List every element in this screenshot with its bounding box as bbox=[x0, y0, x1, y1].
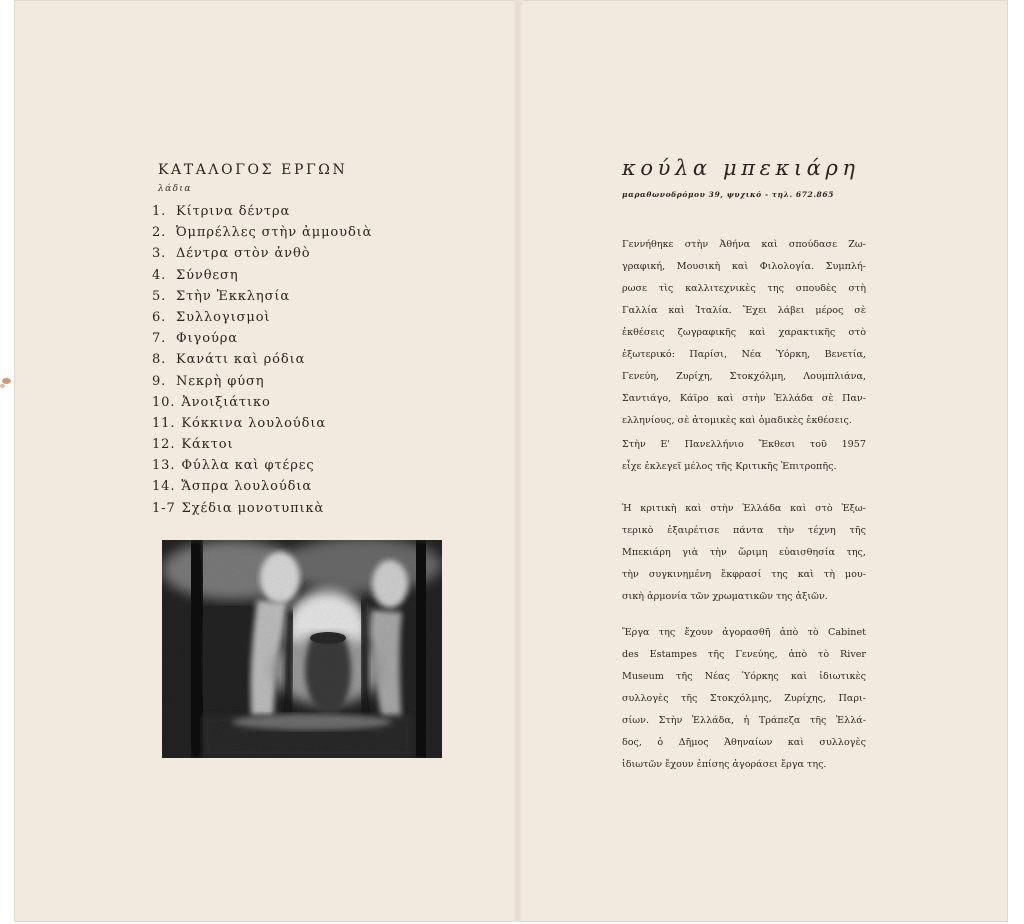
work-item bbox=[152, 434, 372, 455]
bio-line: εἶχε ἐκλεγεῖ μέλος τῆς Κριτικῆς Ἐπιτροπῆς. bbox=[622, 461, 837, 472]
center-fold bbox=[514, 0, 522, 922]
work-number: 8. bbox=[152, 352, 167, 368]
work-item bbox=[152, 243, 372, 264]
bio-line: ἰδιωτῶν ἔχουν ἐπίσης ἀγοράσει ἔργα της. bbox=[622, 759, 827, 770]
work-item bbox=[152, 265, 372, 286]
work-item bbox=[152, 455, 372, 476]
catalog-subtitle: λάδια bbox=[158, 184, 192, 194]
work-number: 6. bbox=[152, 309, 167, 325]
work-item bbox=[152, 307, 372, 328]
work-title: Δέντρα στὸν ἀνθὸ bbox=[176, 246, 311, 262]
work-item bbox=[152, 413, 372, 434]
bio-paragraph bbox=[622, 498, 866, 608]
work-number: 3. bbox=[152, 246, 167, 262]
bio-line: σίων. Στὴν Ἑλλάδα, ἡ Τράπεζα τῆς Ἑλλά- bbox=[622, 715, 866, 726]
work-title: Κανάτι καὶ ρόδια bbox=[176, 352, 306, 368]
work-number: 14. bbox=[152, 479, 176, 495]
work-number: 12. bbox=[152, 437, 176, 453]
work-number: 4. bbox=[152, 267, 167, 283]
work-item bbox=[152, 371, 372, 392]
paper-stain-small bbox=[0, 384, 5, 388]
work-number: 1-7 bbox=[152, 500, 176, 516]
work-title: Ἀνοιξιάτικο bbox=[181, 394, 271, 410]
work-title: Σχέδια μονοτυπικὰ bbox=[181, 500, 325, 516]
bio-line: Σαντιάγο, Κάϊρο καὶ στὴν Ἑλλάδα σὲ Παν- bbox=[622, 393, 866, 404]
bio-line: Γενεύη, Ζυρίχη, Στοκχόλμη, Λουμπλιάνα, bbox=[622, 371, 866, 382]
work-title: Κίτρινα δέντρα bbox=[176, 204, 291, 219]
work-item bbox=[152, 328, 372, 349]
work-title: Στὴν Ἐκκλησία bbox=[176, 288, 291, 304]
work-number: 9. bbox=[152, 373, 167, 389]
work-title: Κάκτοι bbox=[181, 437, 234, 453]
work-title: Συλλογισμοὶ bbox=[176, 309, 271, 325]
bio-line: δος, ὁ Δῆμος Ἀθηναίων καὶ συλλογὲς bbox=[622, 737, 866, 748]
work-title: Νεκρὴ φύση bbox=[176, 373, 265, 389]
work-title: Φύλλα καὶ φτέρες bbox=[181, 458, 315, 474]
work-title: Κόκκινα λουλούδια bbox=[181, 415, 327, 431]
bio-line: τερικὸ ἐξαιρέτισε πάντα τὴν τέχνη τῆς bbox=[622, 525, 866, 536]
work-title: Φιγούρα bbox=[176, 331, 238, 347]
bio-line: ἐκθέσεις ζωγραφικῆς καὶ χαρακτικῆς στὸ bbox=[622, 327, 866, 338]
work-title: Σύνθεση bbox=[176, 267, 239, 283]
bio-line: ρωσε τὶς καλλιτεχνικὲς της σπουδὲς στὴ bbox=[622, 283, 866, 294]
work-number: 11. bbox=[152, 415, 176, 431]
work-item bbox=[152, 476, 372, 497]
work-item bbox=[152, 498, 372, 519]
work-number: 13. bbox=[152, 458, 176, 474]
bio-paragraph bbox=[622, 622, 866, 776]
work-item bbox=[152, 349, 372, 370]
bio-line: γραφική, Μουσικὴ καὶ Φιλολογία. Συμπλή- bbox=[622, 261, 866, 272]
bio-line: Γαλλία καὶ Ἰταλία. Ἔχει λάβει μέρος σὲ bbox=[622, 305, 866, 316]
work-item bbox=[152, 222, 372, 243]
artwork-reproduction bbox=[162, 540, 442, 758]
work-item bbox=[152, 286, 372, 307]
bio-line: Μπεκιάρη γιὰ τὴν ὥριμη εὐαισθησία της, bbox=[622, 547, 866, 558]
work-item bbox=[152, 392, 372, 413]
artwork-image bbox=[162, 540, 442, 758]
bio-line: ελληνίους, σὲ ἀτομικὲς καὶ ὁμαδικὲς ἐκθέσεις. bbox=[622, 415, 852, 426]
work-title: Ὀμπρέλλες στὴν ἀμμουδιὰ bbox=[176, 225, 373, 241]
artist-name: κούλα μπεκιάρη bbox=[622, 156, 860, 180]
catalog-title: ΚΑΤΑΛΟΓΟΣ ΕΡΓΩΝ bbox=[158, 162, 348, 178]
bio-line: τὴν συγκινημένη ἔκφρασί της καὶ τὴ μου- bbox=[622, 569, 866, 580]
bio-line: Ἡ κριτικὴ καὶ στὴν Ἑλλάδα καὶ στὸ Ἐξω- bbox=[622, 503, 866, 514]
bio-line: Ἔργα της ἔχουν ἀγορασθῆ ἀπὸ τὸ Cabinet bbox=[622, 627, 866, 638]
work-number: 10. bbox=[152, 394, 176, 410]
artist-address: μαραθωνοδρόμου 39, ψυχικό - τηλ. 672.865 bbox=[622, 190, 835, 199]
bio-line: Στὴν Ε' Πανελλήνιο Ἔκθεσι τοῦ 1957 bbox=[622, 439, 866, 450]
works-list bbox=[152, 201, 372, 519]
bio-paragraph bbox=[622, 234, 866, 432]
bio-line: des Estampes τῆς Γενεύης, ἀπὸ τὸ River bbox=[622, 649, 866, 660]
bio-line: ἐξωτερικό: Παρίσι, Νέα Ὑόρκη, Βενετία, bbox=[622, 349, 866, 360]
bio-paragraph bbox=[622, 434, 866, 478]
bio-line: συλλογὲς τῆς Στοκχόλμης, Ζυρίχης, Παρι- bbox=[622, 693, 866, 704]
work-item bbox=[152, 201, 372, 222]
paper-stain bbox=[2, 378, 11, 384]
work-number: 7. bbox=[152, 331, 167, 347]
bio-line: Museum τῆς Νέας Ὑόρκης καὶ ἰδιωτικὲς bbox=[622, 671, 866, 682]
work-number: 5. bbox=[152, 288, 167, 304]
bio-line: σικὴ ἁρμονία τῶν χρωματικῶν της ἀξιῶν. bbox=[622, 591, 828, 602]
work-title: Ἄσπρα λουλούδια bbox=[181, 479, 313, 495]
work-number: 2. bbox=[152, 225, 167, 241]
work-number: 1. bbox=[152, 204, 167, 219]
bio-line: Γεννήθηκε στὴν Ἀθήνα καὶ σπούδασε Ζω- bbox=[622, 239, 866, 250]
